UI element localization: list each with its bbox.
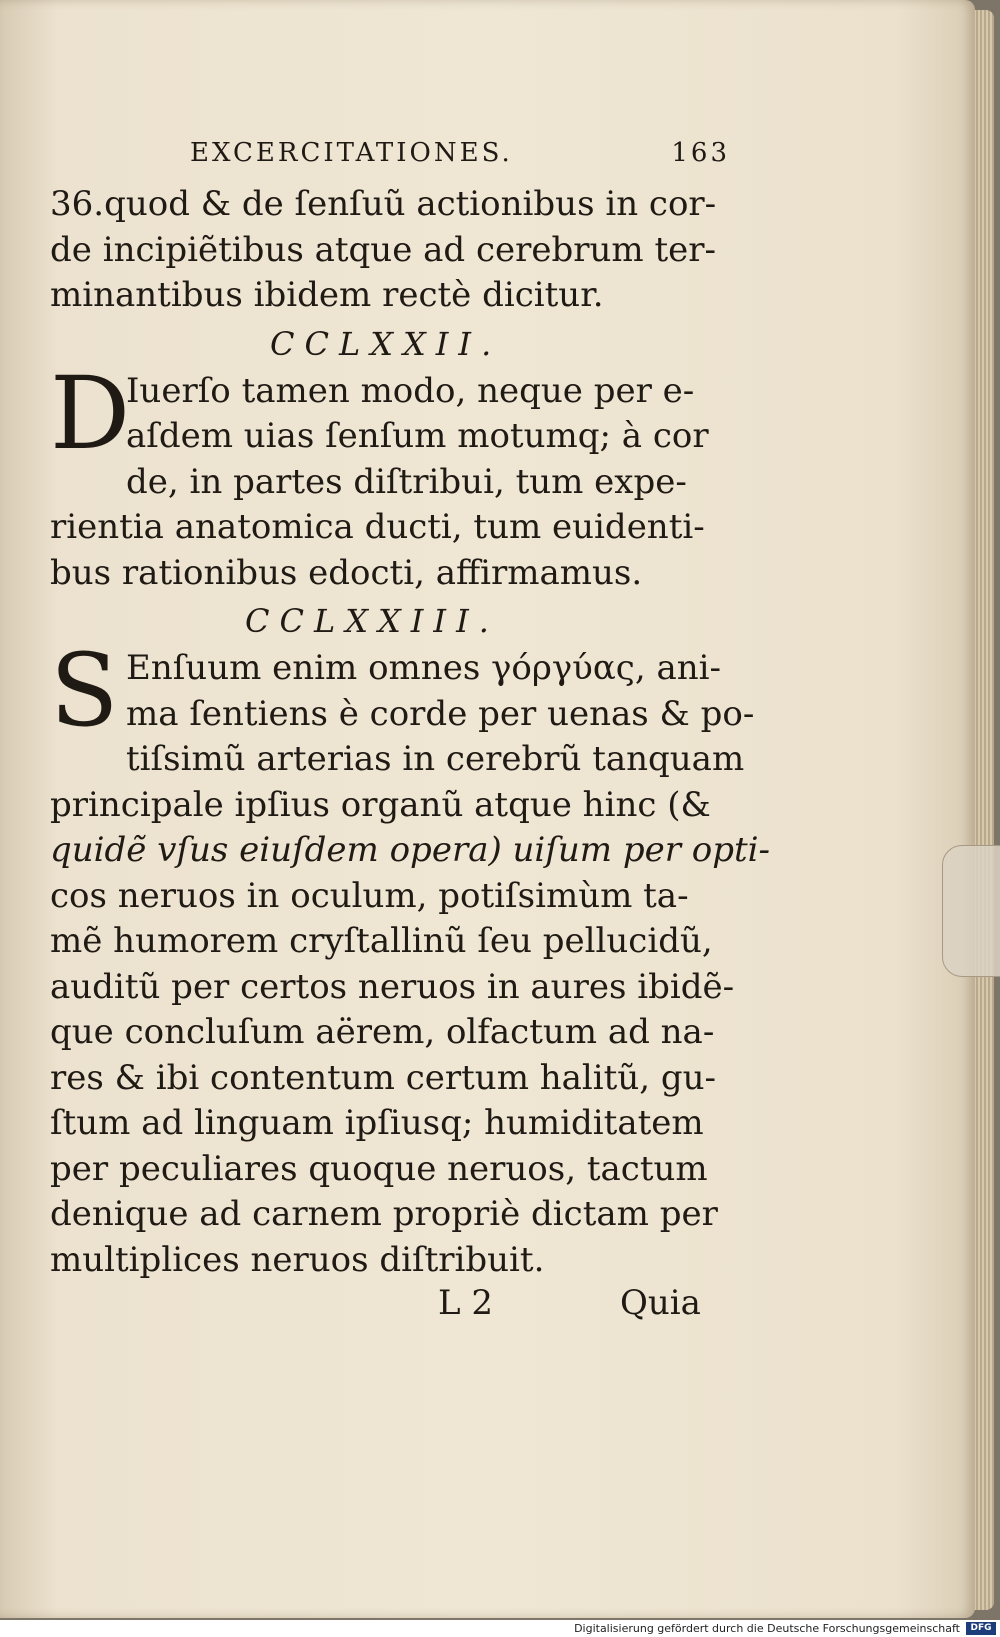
text-line: de, in partes diſtribui, tum expe- xyxy=(126,461,687,502)
page-edge-stack xyxy=(972,10,994,1610)
text-line: ſtum ad linguam ipſiusq; humiditatem xyxy=(50,1103,704,1143)
text-line: auditũ per certos neruos in aures ibidẽ- xyxy=(50,966,735,1007)
text-line: per peculiares quoque neruos, tactum xyxy=(50,1148,708,1189)
text-line: tiſsimũ arterias in cerebrũ tanquam xyxy=(126,739,745,779)
page-number: 163 xyxy=(671,138,730,168)
text-line: Enſuum enim omnes γόργύας, ani- xyxy=(126,648,721,688)
text-line: principale ipſius organũ atque hinc (& xyxy=(50,784,711,825)
text-line: aſdem uias ſenſum motumq; à cor xyxy=(126,416,709,456)
section-heading: CCLXXII. xyxy=(270,324,502,363)
dfg-logo: DFG xyxy=(966,1622,996,1635)
drop-cap: D xyxy=(50,354,131,472)
text-line: minantibus ibidem rectè dicitur. xyxy=(50,275,604,315)
text-line: res & ibi contentum certum halitũ, gu- xyxy=(50,1057,716,1098)
text-line: mẽ humorem cryſtallinũ ſeu pellucidũ, xyxy=(50,921,713,961)
section-heading: CCLXXIII. xyxy=(245,602,499,640)
text-line: que concluſum aërem, olfactum ad na- xyxy=(50,1012,715,1052)
digitization-banner: Digitalisierung gefördert durch die Deutsche Forschungsgemeinschaft xyxy=(574,1620,1000,1637)
page-clip xyxy=(942,845,1000,977)
text-line: Iuerſo tamen modo, neque per e- xyxy=(126,370,695,411)
running-head-title: EXCERCITATIONES. xyxy=(190,138,513,168)
text-line: denique ad carnem propriè dictam per xyxy=(50,1194,718,1234)
catchword: Quia xyxy=(620,1283,701,1323)
drop-cap: S xyxy=(50,632,119,749)
text-line: rientia anatomica ducti, tum euidenti- xyxy=(50,507,705,547)
paragraph xyxy=(50,354,750,597)
text-line: 36.quod & de ſenſuũ actionibus in cor- xyxy=(50,184,717,224)
text-line: de incipiẽtibus atque ad cerebrum ter- xyxy=(50,229,716,270)
running-head xyxy=(50,138,730,182)
text-line: ma ſentiens è corde per uenas & po- xyxy=(126,693,755,734)
text-line: bus rationibus edocti, affirmamus. xyxy=(50,552,643,593)
signature-mark: L 2 xyxy=(438,1283,494,1323)
paragraph xyxy=(50,632,771,1283)
text-line: quidẽ vſus eiuſdem opera) uiſum per opti- xyxy=(50,830,771,870)
page-text xyxy=(50,138,771,1331)
text-line: cos neruos in oculum, potiſsimùm ta- xyxy=(50,875,689,916)
text-line: multiplices neruos diſtribuit. xyxy=(50,1239,545,1280)
page-footer xyxy=(50,1283,750,1331)
